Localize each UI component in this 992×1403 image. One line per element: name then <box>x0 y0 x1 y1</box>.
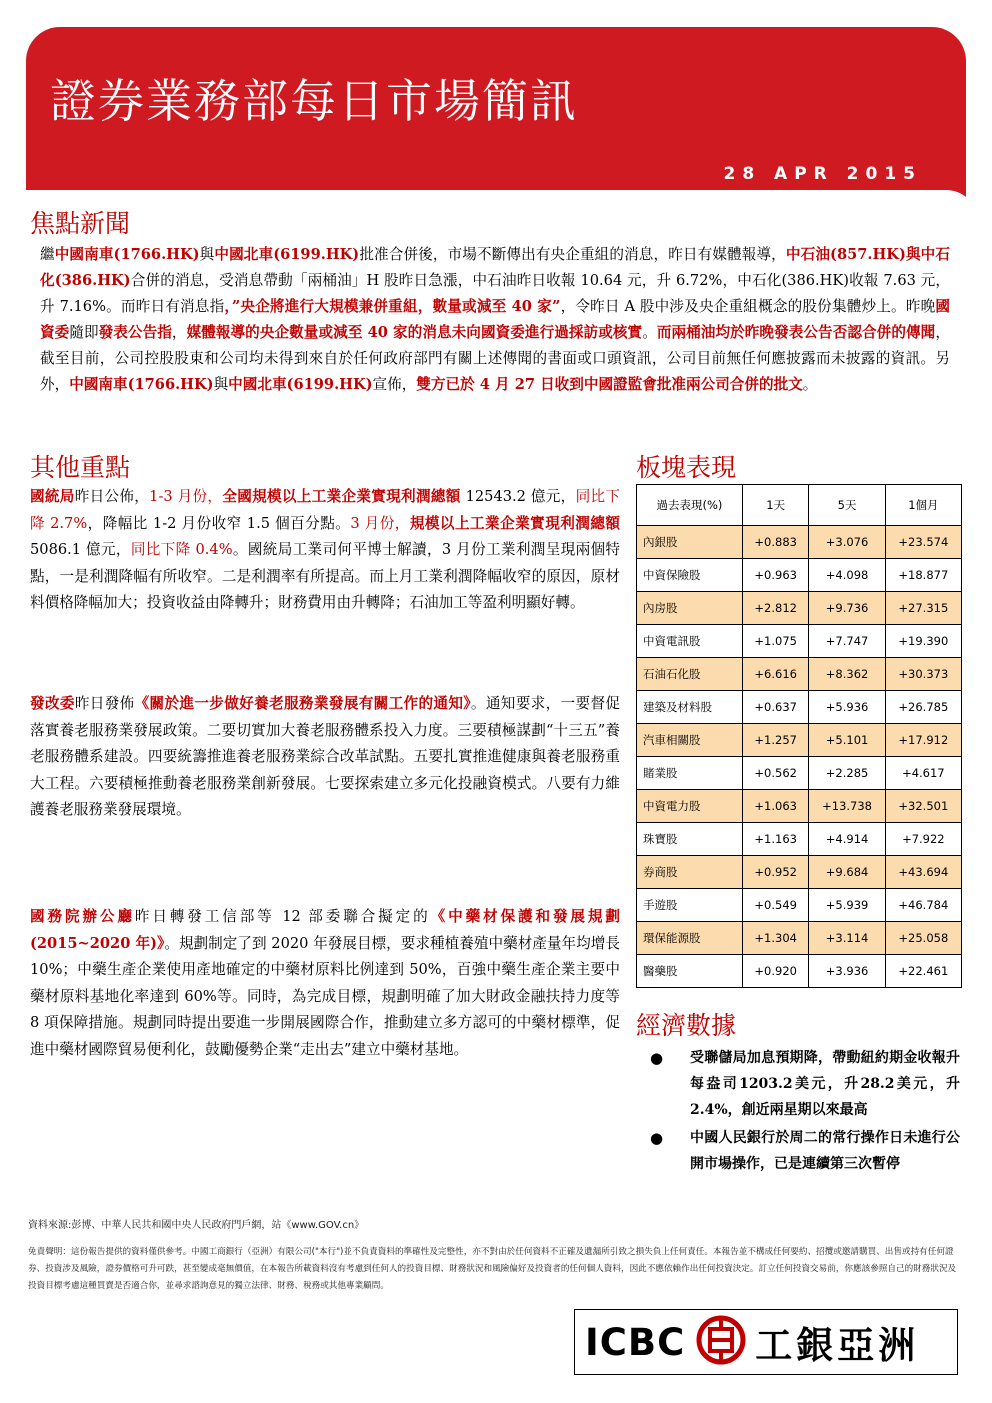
text-run: 昨日轉發工信部等 12 部委聯合擬定的 <box>134 908 431 925</box>
text-run: 中國南車(1766.HK) <box>54 246 200 263</box>
table-row <box>637 658 962 691</box>
text-run: 《關於進一步做好養老服務業發展有關工作的通知》 <box>134 695 471 712</box>
table-row <box>637 691 962 724</box>
text-run: 媒體報導的央企數量或減至 40 家的消息未向國資委進行過採訪或核實 <box>186 324 643 341</box>
value-5d: +2.285 <box>809 757 885 790</box>
text-run: 國統局 <box>30 488 75 505</box>
sector-name: 珠寶股 <box>637 823 743 856</box>
text-run: 。 <box>642 324 657 341</box>
value-1m: +17.912 <box>885 724 961 757</box>
text-run: 同比下降 0.4% <box>130 541 233 558</box>
table-row <box>637 559 962 592</box>
news-ndrc-elderly-care <box>30 691 620 824</box>
table-row <box>637 922 962 955</box>
text-run: 發改委 <box>30 695 75 712</box>
sector-name: 中資保險股 <box>637 559 743 592</box>
sector-performance-table <box>636 484 962 988</box>
sector-name: 石油石化股 <box>637 658 743 691</box>
header-1m: 1個月 <box>885 485 961 526</box>
text-run: 中國南車(1766.HK) <box>69 376 214 393</box>
value-1m: +30.373 <box>885 658 961 691</box>
value-5d: +13.738 <box>809 790 885 823</box>
sector-name: 券商股 <box>637 856 743 889</box>
economic-item-text: 受聯儲局加息預期降，帶動紐約期金收報升每盎司1203.2美元，升28.2美元，升2.4%，創近兩星期以來最高 <box>690 1050 960 1118</box>
text-run: ，”央企將進行大規模兼併重組，數量或減至 40 家” <box>224 298 561 315</box>
value-1m: +18.877 <box>885 559 961 592</box>
value-1m: +22.461 <box>885 955 961 988</box>
value-1d: +1.063 <box>742 790 808 823</box>
value-5d: +5.939 <box>809 889 885 922</box>
text-run: 昨日公佈， <box>74 488 150 505</box>
value-1m: +23.574 <box>885 526 961 559</box>
text-run: 國資委 <box>40 298 950 341</box>
sector-performance-title: 板塊表現 <box>636 453 737 482</box>
focus-news-title: 焦點新聞 <box>30 209 131 238</box>
report-date: 28 APR 2015 <box>723 164 922 184</box>
table-row <box>637 955 962 988</box>
value-5d: +4.098 <box>809 559 885 592</box>
text-run: 而兩桶油均於昨晚發表公告否認合併的傳聞 <box>656 324 936 341</box>
disclaimer: 免責聲明：這份報告提供的資料僅供參考。中國工商銀行（亞洲）有限公司("本行")並不負責資料的準確性及完整性，亦不對由於任何資料不正確及遺漏所引致之損失負上任何責任。本報告並不構成任何要約、招攬或邀請購買、出售或持有任何證券、投資涉及風險，證券價格可升可跌，甚至變成毫無價值，在本報告所載資料沒有考慮到任何人的投資目標、財務狀況和風險偏好及投資者的任何個人資料，因此不應依賴作出任何投資決定。訂立任何投資交易前，你應該參照自己的財務狀況及投資目標考慮這種買賣是否適合你，並尋求諮詢意見的獨立法律、財務、稅務或其他專業顧問。 <box>28 1247 957 1291</box>
sector-name: 建築及材料股 <box>637 691 743 724</box>
sector-name: 賭業股 <box>637 757 743 790</box>
news-nbs-profit <box>30 484 620 617</box>
value-1m: +43.694 <box>885 856 961 889</box>
value-5d: +7.747 <box>809 625 885 658</box>
value-1d: +6.616 <box>742 658 808 691</box>
value-1d: +0.963 <box>742 559 808 592</box>
table-row <box>637 757 962 790</box>
value-1d: +0.952 <box>742 856 808 889</box>
sector-name: 汽車相關股 <box>637 724 743 757</box>
value-1d: +1.257 <box>742 724 808 757</box>
table-row <box>637 625 962 658</box>
text-run: 繼 <box>40 246 55 263</box>
text-run: 3 月份， <box>350 514 410 532</box>
text-run: 宣佈， <box>372 376 417 393</box>
value-1d: +1.304 <box>742 922 808 955</box>
text-run: 昨日發佈 <box>74 695 135 712</box>
text-run: 1-3 月份， <box>149 488 223 505</box>
bullet-icon: ● <box>650 1129 664 1147</box>
header-curve <box>26 190 978 250</box>
text-run: 。國統局工業司何平博士解讀，3 月份工業利潤呈現兩個特點，一是利潤降幅有所收窄。二是利潤率有所提高。而上月工業利潤降幅收窄的原因，原材料價格降幅加大；投資收益由降轉升；財務費用由升轉降；石油加工等盈利明顯好轉。 <box>30 541 621 611</box>
value-1d: +1.163 <box>742 823 808 856</box>
text-run: 。規劃制定了到 2020 年發展目標，要求種植養殖中藥材產量年均增長 10%；中藥生產企業使用產地確定的中藥材原料比例達到 50%，百強中藥生產企業主要中藥材原料基地化率達到 60%等。同時，為完成目標，規劃明確了加大財政金融扶持力度等 8 項保障措施。規劃同時提出要進一步開展國際合作，推動建立多方認可的中藥材標準，促進中藥材國際貿易便利化，鼓勵優勢企業“走出去”建立中藥材基地。 <box>30 934 620 1058</box>
value-1d: +0.562 <box>742 757 808 790</box>
value-1m: +19.390 <box>885 625 961 658</box>
value-1d: +0.883 <box>742 526 808 559</box>
table-row <box>637 856 962 889</box>
text-run: 12543.2 億元， <box>460 488 576 505</box>
value-5d: +9.684 <box>809 856 885 889</box>
bullet-icon: ● <box>650 1049 664 1067</box>
text-run: ， <box>171 324 187 341</box>
text-run: 。 <box>802 376 818 393</box>
value-5d: +3.076 <box>809 526 885 559</box>
text-run: 中國北車(6199.HK) <box>228 376 373 393</box>
table-row <box>637 790 962 823</box>
value-1m: +27.315 <box>885 592 961 625</box>
table-header-row <box>637 485 962 526</box>
logo-text-en: ICBC <box>585 1320 686 1364</box>
value-1d: +0.920 <box>742 955 808 988</box>
sector-name: 中資電訊股 <box>637 625 743 658</box>
value-1m: +25.058 <box>885 922 961 955</box>
value-1m: +46.784 <box>885 889 961 922</box>
value-5d: +5.101 <box>809 724 885 757</box>
value-1d: +1.075 <box>742 625 808 658</box>
text-run: 隨即 <box>69 324 99 341</box>
value-1m: +32.501 <box>885 790 961 823</box>
text-run: 批准合併後，市場不斷傳出有央企重組的消息，昨日有媒體報導， <box>359 246 786 263</box>
sector-name: 醫藥股 <box>637 955 743 988</box>
text-run: 。通知要求，一要督促落實養老服務業發展政策。二要切實加大養老服務體系投入力度。三要積極謀劃“十三五”養老服務體系建設。四要統籌推進養老服務業綜合改革試點。五要扎實推進健康與養老服務重大工程。六要積極推動養老服務業創新發展。七要探索建立多元化投融資模式。八要有力維護養老服務業發展環境。 <box>30 695 620 818</box>
value-1d: +2.812 <box>742 592 808 625</box>
text-run: 5086.1 億元， <box>30 541 131 558</box>
text-run: 中國北車(6199.HK) <box>214 246 360 263</box>
text-run: 與 <box>213 376 229 393</box>
text-run: 同比下降 2.7% <box>30 488 620 532</box>
header-1d: 1天 <box>742 485 808 526</box>
value-1m: +26.785 <box>885 691 961 724</box>
value-5d: +4.914 <box>809 823 885 856</box>
sector-name: 中資電力股 <box>637 790 743 823</box>
text-run: 發表公告指 <box>98 324 172 341</box>
value-1m: +4.617 <box>885 757 961 790</box>
text-run: 全國規模以上工業企業實現利潤總額 <box>222 488 461 505</box>
table-row <box>637 724 962 757</box>
icbc-asia-logo <box>574 1309 958 1375</box>
value-5d: +9.736 <box>809 592 885 625</box>
text-run: ，截至目前，公司控股股東和公司均未得到來自於任何政府部門有關上述傳聞的書面或口頭資訊，公司目前無任何應披露而未披露的資訊。另外， <box>40 324 950 393</box>
text-run: 雙方已於 4 月 27 日收到中國證監會批准兩公司合併的批文 <box>416 376 803 393</box>
header-banner <box>26 27 966 203</box>
sector-name: 內銀股 <box>637 526 743 559</box>
table-row <box>637 592 962 625</box>
text-run: ，降幅比 1-2 月份收窄 1.5 個百分點。 <box>87 514 351 532</box>
value-5d: +3.936 <box>809 955 885 988</box>
text-run: 規模以上工業企業實現利潤總額 <box>409 514 620 532</box>
value-1m: +7.922 <box>885 823 961 856</box>
sector-name: 環保能源股 <box>637 922 743 955</box>
header-5d: 5天 <box>809 485 885 526</box>
text-run: 國務院辦公廳 <box>30 908 135 925</box>
page-title: 證券業務部每日市場簡訊 <box>50 74 578 128</box>
text-run: 與 <box>199 246 215 263</box>
other-highlights-title: 其他重點 <box>30 453 131 482</box>
value-5d: +8.362 <box>809 658 885 691</box>
sector-name: 手遊股 <box>637 889 743 922</box>
icbc-logo-icon <box>695 1314 747 1370</box>
sector-table-body <box>637 526 962 988</box>
logo-text-cn: 工銀亞洲 <box>755 1324 920 1367</box>
table-row <box>637 526 962 559</box>
news-state-council-tcm <box>30 904 620 1063</box>
economic-data-title: 經濟數據 <box>636 1011 737 1040</box>
value-5d: +5.936 <box>809 691 885 724</box>
text-run: 中石油(857.HK)與中石化(386.HK) <box>40 246 950 289</box>
text-run: 《中藥材保護和發展規劃(2015~2020 年)》 <box>30 908 620 952</box>
text-run: 合併的消息，受消息帶動「兩桶油」H 股昨日急漲，中石油昨日收報 10.64 元，升 6.72%，中石化(386.HK)收報 7.63 元，升 7.16%。而昨日有消息指 <box>40 272 951 315</box>
table-row <box>637 889 962 922</box>
data-source: 資料來源:彭博、中華人民共和國中央人民政府門戶網，站《www.GOV.cn》 <box>28 1220 365 1231</box>
text-run: ，令昨日 A 股中涉及央企重組概念的股份集體炒上。昨晚 <box>560 298 936 315</box>
header-period: 過去表現(%) <box>637 485 743 526</box>
table-row <box>637 823 962 856</box>
economic-item-text: 中國人民銀行於周二的常行操作日未進行公開市場操作，已是連續第三次暫停 <box>690 1130 960 1172</box>
focus-news-text <box>40 242 950 398</box>
value-1d: +0.549 <box>742 889 808 922</box>
value-5d: +3.114 <box>809 922 885 955</box>
sector-name: 內房股 <box>637 592 743 625</box>
value-1d: +0.637 <box>742 691 808 724</box>
